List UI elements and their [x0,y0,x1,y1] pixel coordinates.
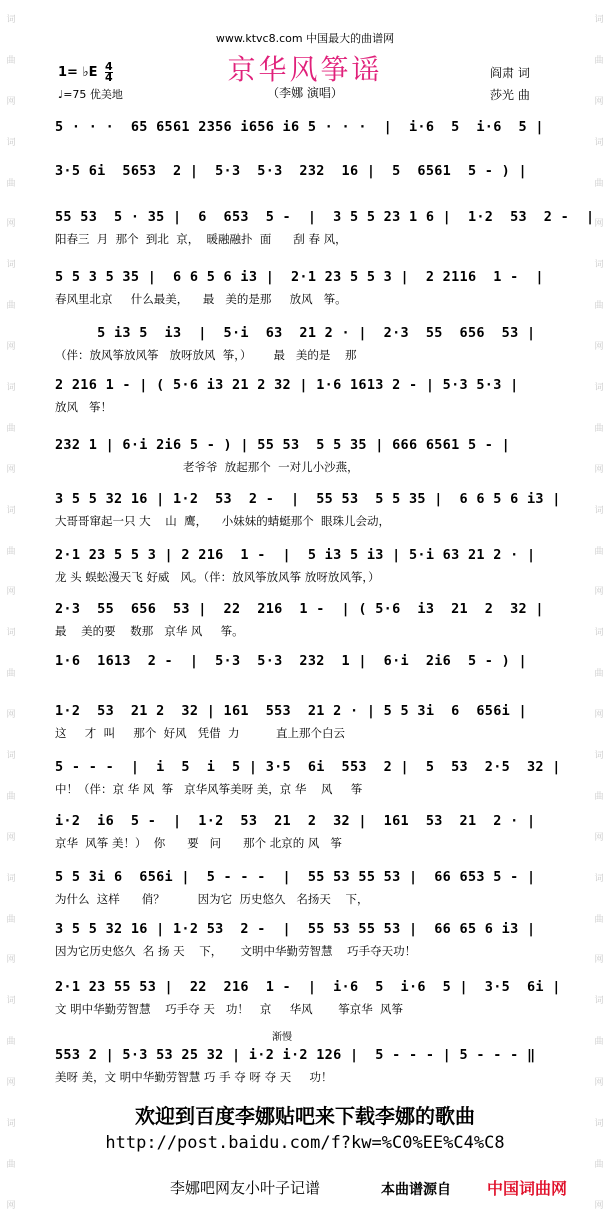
watermark-glyph: 词 [6,505,16,516]
watermark-glyph: 词 [594,1118,604,1129]
score-lyrics-line: 龙 头 蜈蚣漫天飞 好威 风。（伴：放风筝放风筝 放呀放风筝，） [55,570,380,584]
score-lyrics-line: 老爷爷 放起那个 一对儿小沙燕， [55,460,359,474]
source-label: 本曲谱源自 [381,1182,451,1198]
score-lyrics-line: 大哥哥窜起一只 大 山 鹰， 小妹妹的蜻蜓那个 眼珠儿会动， [55,514,391,528]
watermark-glyph: 网 [6,832,16,843]
watermark-glyph: 网 [6,464,16,475]
left-watermark-column [2,0,20,1227]
watermark-glyph: 词 [594,14,604,25]
tempo-change-mark: 渐慢 [272,1032,292,1043]
score-lyrics-line: 最 美的要 数那 京华 风 筝。 [55,624,244,638]
watermark-glyph: 网 [594,1200,604,1211]
watermark-glyph: 词 [6,137,16,148]
watermark-glyph: 词 [6,996,16,1007]
score-lyrics-line: 中！（伴：京 华 风 筝 京华风筝美呀 美，京 华 风 筝 [55,782,363,796]
time-bottom: 4 [105,71,113,84]
watermark-glyph: 曲 [6,1159,16,1170]
score-notes-line: 5 i3 5 i3 | 5·i 63 21 2 · | 2·3 55 656 53 | [55,325,536,341]
watermark-glyph: 曲 [594,669,604,680]
score-notes-line: 2·3 55 656 53 | 22 216 1 - | ( 5·6 i3 21 2 32 | [55,601,544,617]
score-notes-line: 2 216 1 - | ( 5·6 i3 21 2 32 | 1·6 1613 2 - | 5·3 5·3 | [55,377,519,393]
key-signature [58,62,113,83]
watermark-glyph: 曲 [6,546,16,557]
watermark-glyph: 词 [6,14,16,25]
score-lyrics-line: 文 明中华勤劳智慧 巧手夺 天 功！ 京 华风 筝京华 风筝 [55,1002,404,1016]
score-notes-line: 5 5 3i 6 656i | 5 - - - | 55 53 55 53 | 66 653 5 - | [55,869,536,885]
score-lyrics-line: 为什么 这样 俏？ 因为它 历史悠久 名扬天 下， [55,892,369,906]
watermark-glyph: 网 [594,832,604,843]
score-lyrics-line: 放风 筝！ [55,400,112,414]
score-notes-line: 5 · · · 65 6561 2356 i656 i6 5 · · · | i·6 5 i·6 5 | [55,119,544,135]
time-signature [105,62,113,83]
score-notes-line: 3 5 5 32 16 | 1·2 53 2 - | 55 53 55 53 | 66 65 6 i3 | [55,921,536,937]
watermark-glyph: 曲 [6,178,16,189]
score-notes-line: 2·1 23 5 5 3 | 2 216 1 - | 5 i3 5 i3 | 5·i 63 21 2 · | [55,547,536,563]
watermark-glyph: 词 [594,750,604,761]
score-notes-line: 5 - - - | i 5 i 5 | 3·5 6i 553 2 | 5 53 2·5 32 | [55,759,561,775]
watermark-glyph: 词 [594,628,604,639]
watermark-glyph: 网 [594,464,604,475]
score-notes-line: 553 2 | 5·3 53 25 32 | i·2 i·2 126 | 5 - - - | 5 - - - ‖ [55,1047,536,1063]
watermark-glyph: 曲 [594,914,604,925]
score-notes-line: 55 53 5 · 35 | 6 653 5 - | 3 5 5 23 1 6 | 1·2 53 2 - | [55,209,595,225]
watermark-glyph: 网 [6,1200,16,1211]
watermark-glyph: 词 [594,873,604,884]
score-lyrics-line: 京华 风筝 美！） 你 要 问 那个 北京的 风 筝 [55,836,342,850]
watermark-glyph: 网 [594,96,604,107]
watermark-glyph: 曲 [6,791,16,802]
watermark-glyph: 曲 [594,1159,604,1170]
watermark-glyph: 网 [6,955,16,966]
watermark-glyph: 网 [6,219,16,230]
score-lyrics-line: 春风里北京 什么最美， 最 美的是那 放风 筝。 [55,292,347,306]
song-title: 京华风筝谣 [227,53,383,86]
score-notes-line: 3 5 5 32 16 | 1·2 53 2 - | 55 53 5 5 35 | 6 6 5 6 i3 | [55,491,561,507]
watermark-glyph: 曲 [594,1037,604,1048]
watermark-glyph: 曲 [6,423,16,434]
score-lyrics-line: 阳春三 月 那个 到北 京， 暖融融扑 面 刮 春 风， [55,232,347,246]
watermark-glyph: 词 [6,382,16,393]
watermark-glyph: 曲 [6,301,16,312]
source-site-link[interactable]: 中国词曲网 [487,1179,568,1198]
watermark-glyph: 网 [594,342,604,353]
score-lyrics-line: （伴：放风筝放风筝 放呀放风 筝，） 最 美的是 那 [55,348,357,362]
watermark-glyph: 网 [594,587,604,598]
watermark-glyph: 曲 [6,1037,16,1048]
watermark-glyph: 曲 [6,914,16,925]
tempo-marking: ♩=75 优美地 [58,88,123,101]
score-notes-line: 2·1 23 55 53 | 22 216 1 - | i·6 5 i·6 5 | 3·5 6i | [55,979,561,995]
watermark-glyph: 曲 [594,178,604,189]
watermark-glyph: 曲 [594,546,604,557]
watermark-glyph: 曲 [6,669,16,680]
watermark-glyph: 曲 [594,301,604,312]
score-notes-line: 1·6 1613 2 - | 5·3 5·3 232 1 | 6·i 2i6 5 - ) | [55,653,527,669]
watermark-glyph: 网 [6,587,16,598]
watermark-glyph: 网 [594,955,604,966]
right-watermark-column [590,0,608,1227]
watermark-glyph: 词 [594,137,604,148]
watermark-glyph: 曲 [594,791,604,802]
watermark-glyph: 词 [6,873,16,884]
score-notes-line: 232 1 | 6·i 2i6 5 - ) | 55 53 5 5 35 | 666 6561 5 - | [55,437,511,453]
key-text: 1= ♭E [58,65,98,80]
performer-line: （李娜 演唱） [267,86,343,100]
watermark-glyph: 曲 [594,423,604,434]
composer-credit: 莎光 曲 [490,88,530,102]
watermark-glyph: 曲 [594,55,604,66]
watermark-glyph: 网 [6,1078,16,1089]
watermark-glyph: 网 [6,342,16,353]
score-lyrics-line: 这 才 叫 那个 好风 凭借 力 直上那个白云 [55,726,346,740]
watermark-glyph: 词 [594,505,604,516]
watermark-glyph: 词 [6,750,16,761]
welcome-banner: 欢迎到百度李娜贴吧来下载李娜的歌曲 [135,1104,475,1128]
watermark-glyph: 词 [6,1118,16,1129]
watermark-glyph: 词 [594,260,604,271]
watermark-glyph: 词 [6,260,16,271]
transcriber-credit: 李娜吧网友小叶子记谱 [170,1179,321,1197]
site-line: www.ktvc8.com 中国最大的曲谱网 [215,32,395,45]
score-notes-line: 1·2 53 21 2 32 | 161 553 21 2 · | 5 5 3i 6 656i | [55,703,527,719]
forum-url-link[interactable]: http://post.baidu.com/f?kw=%C0%EE%C4%C8 [105,1133,505,1153]
watermark-glyph: 网 [6,96,16,107]
watermark-glyph: 网 [594,710,604,721]
watermark-glyph: 词 [6,628,16,639]
watermark-glyph: 词 [594,996,604,1007]
watermark-glyph: 网 [594,1078,604,1089]
lyricist-credit: 阎肃 词 [490,66,530,80]
score-lyrics-line: 美呀 美，文 明中华勤劳智慧 巧 手 夺 呀 夺 天 功！ [55,1070,333,1084]
watermark-glyph: 网 [6,710,16,721]
watermark-glyph: 词 [594,382,604,393]
score-notes-line: i·2 i6 5 - | 1·2 53 21 2 32 | 161 53 21 2 · | [55,813,536,829]
time-top: 4 [105,60,113,73]
score-notes-line: 5 5 3 5 35 | 6 6 5 6 i3 | 2·1 23 5 5 3 | 2 2116 1 - | [55,269,544,285]
watermark-glyph: 网 [594,219,604,230]
watermark-glyph: 曲 [6,55,16,66]
score-lyrics-line: 因为它历史悠久 名 扬 天 下， 文明中华勤劳智慧 巧手夺天功！ [55,944,417,958]
score-notes-line: 3·5 6i 5653 2 | 5·3 5·3 232 16 | 5 6561 5 - ) | [55,163,527,179]
